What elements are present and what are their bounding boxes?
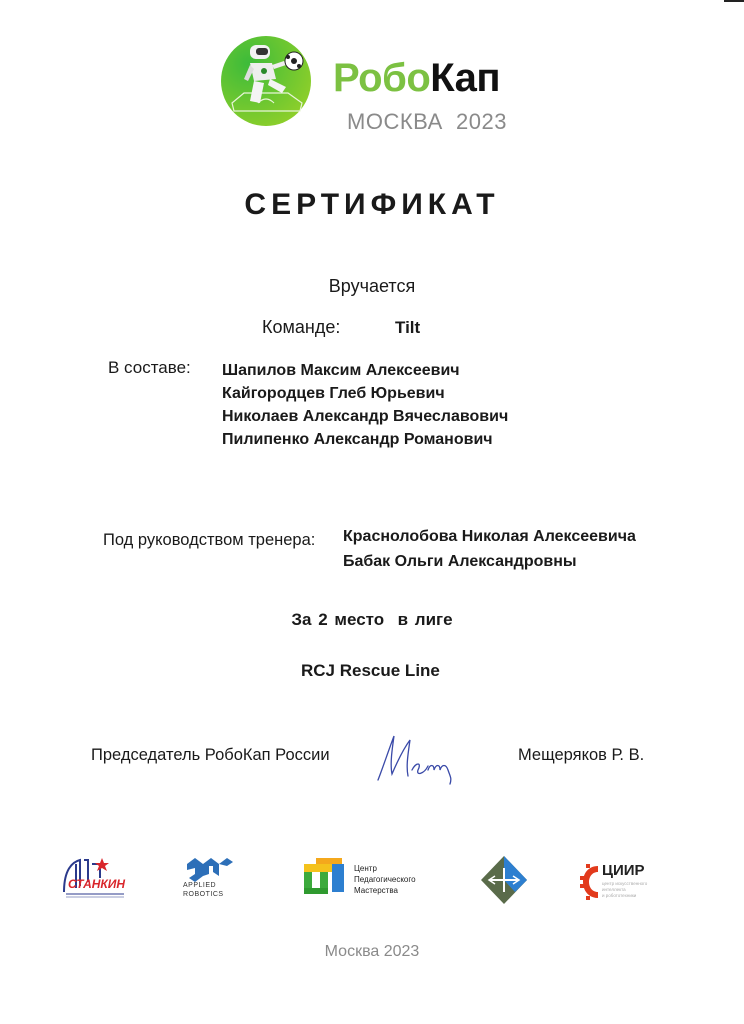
coach-name: Бабак Ольги Александровны (343, 553, 577, 570)
team-label: Команде: (262, 317, 341, 337)
cpm-line3: Мастерства (354, 886, 398, 895)
signature-icon (372, 730, 462, 785)
coach-label: Под руководством тренера: (103, 531, 316, 549)
partner-logo-applied-robotics (183, 850, 253, 910)
team-name: Tilt (395, 318, 421, 337)
coach-name: Краснолобова Николая Алексеевича (343, 528, 636, 545)
member-name: Николаев Александр Вячеславович (222, 408, 509, 425)
members-list (222, 359, 508, 451)
ciir-gear-icon (580, 862, 602, 902)
event-city-year: МОСКВА 2023 (347, 109, 507, 134)
applied-robotics-line1: APPLIED (183, 882, 217, 889)
cpm-line1: Центр (354, 864, 377, 873)
ipu-ran-icon (475, 850, 533, 910)
league-name: RCJ Rescue Line (301, 661, 440, 680)
partner-logo-ciir (580, 850, 670, 910)
award-place: За 2 место в лиге (291, 610, 453, 629)
brand-name (333, 56, 500, 101)
footer-city-year: Москва 2023 (324, 943, 420, 960)
members-label: В составе: (108, 358, 191, 377)
svg-text:СТАНКИН: СТАНКИН (68, 877, 126, 891)
chairman-position: Председатель РобоКап России (91, 746, 330, 764)
ciir-subtitle-line3: и робототехники (602, 893, 637, 898)
chairman-name: Мещеряков Р. В. (518, 746, 645, 764)
cpm-blocks-icon (302, 856, 348, 898)
cpm-line2: Педагогического (354, 875, 416, 884)
stankin-logo-icon (58, 850, 138, 910)
applied-robotics-line2: ROBOTICS (183, 891, 224, 898)
coaches-list (343, 524, 636, 574)
member-name: Кайгородцев Глеб Юрьевич (222, 385, 445, 402)
ciir-subtitle-line2: интеллекта (602, 887, 626, 892)
applied-robotics-text (183, 881, 224, 899)
scan-edge-mark (724, 0, 744, 2)
member-name: Шапилов Максим Алексеевич (222, 362, 460, 379)
cpm-text (354, 863, 416, 896)
certificate-title: СЕРТИФИКАТ (244, 188, 500, 221)
robocup-logo-icon (220, 35, 312, 127)
brand-name-part1: Робо (333, 56, 431, 100)
brand-name-part2: Кап (430, 56, 501, 100)
partner-logo-center-pedagogical-mastery (302, 850, 442, 910)
member-name: Пилипенко Александр Романович (222, 431, 493, 448)
partner-logo-stankin (58, 850, 138, 910)
ciir-title: ЦИИР (602, 862, 645, 879)
partner-logo-ipu-ran (475, 850, 533, 910)
ciir-subtitle-line1: центр искусственного (602, 881, 648, 886)
presented-to-label: Вручается (328, 276, 416, 296)
ciir-subtitle (602, 881, 647, 899)
